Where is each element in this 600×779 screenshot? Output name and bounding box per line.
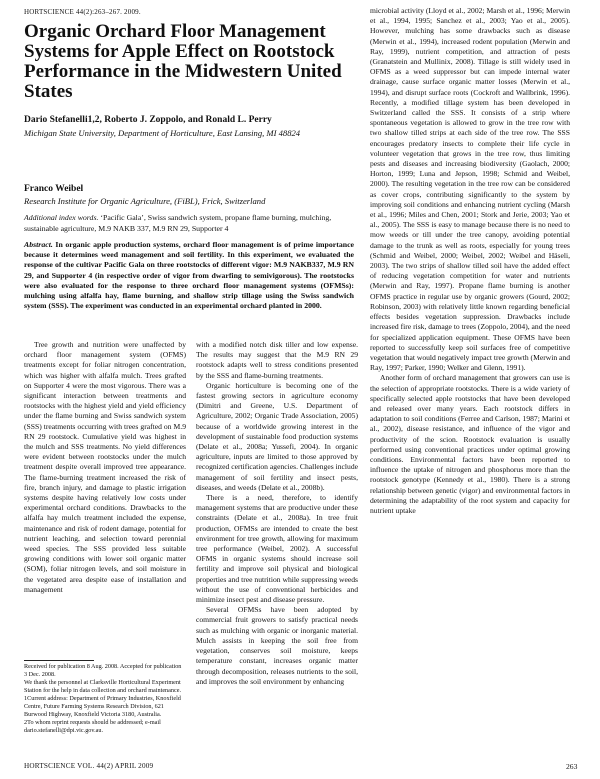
body-column-1	[24, 340, 186, 595]
abstract	[24, 240, 354, 311]
page-number: 263	[566, 762, 578, 771]
keywords-text: ‘Pacific Gala’, Swiss sandwich system, propane flame burning, mulching, sustainable agriculture, M.9 NAKB 337, M.9 RN 29, Supporter 4	[24, 213, 332, 233]
footnote-1: 1Current address: Department of Primary Industries, Knoxfield Centre, Future Farming Systems Research Division, 621 Burwood Highway, Knoxfield Victoria 3180, Australia.	[24, 695, 181, 718]
article-title: Organic Orchard Floor Management Systems for Apple Effect on Rootstock Performance in the Midwestern United States	[24, 21, 342, 102]
affiliation-fibl: Research Institute for Organic Agriculture, (FiBL), Frick, Switzerland	[24, 196, 266, 206]
abstract-text: In organic apple production systems, orchard floor management is of prime importance because it determines weed management and soil fertility. In this experiment, we evaluated the response of the cultivar Pacific Gala on three rootstocks of different vigor: M.9 NAKB337, M.9 RN 29, and Supporter 4 (in respective order of vigor from dwarfing to semivigorous). The rootstocks were also evaluated for the response to three orchard floor management systems (OFMSs): mulching using alfalfa hay, flame burning, and shallow strip tillage using the Swiss sandwich system (SSS). The experiment was conducted in an experimental orchard planted in 2000.	[24, 240, 354, 311]
paragraph: Tree growth and nutrition were unaffected by orchard floor management system (OFMS) treatments except for foliar nitrogen concentration, which was higher with alfalfa mulch. Trees grafted on Supporter 4 were the most vigorous. There was a significant interaction between treatments and rootstocks with the highest yield and yield efficiency under the flame burning and Swiss sandwich system (SSS) treatments occurring with trees grafted on M.9 RN 29 rootstock. Cumulative yield was highest in the mulch and SSS treatments. No yield differences were evident between rootstocks under the mulch treatment despite overall improved tree appearance. The flame-burning treatment increased the risk of fire, branch injury, and damage to plastic irrigation systems despite having relatively low costs under experimental orchard conditions. Drawbacks to the alfalfa hay mulch treatment included the expense, maintenance and risk of rodent damage, potential for nutrient leaching, and selection toward perennial weed species. The SSS provided less suitable growing conditions with lower soil organic matter (SOM), foliar nitrogen levels, and soil moisture in the vegetated area despite ease of installation and management	[24, 340, 186, 594]
body-column-3	[370, 6, 570, 516]
paragraph: microbial activity (Lloyd et al., 2002; Marsh et al., 1996; Merwin et al., 1994, 1995; Sanchez et al., 2003; Yao et al., 2005). However, mulching has some drawbacks such as disease (Merwin et al., 1994), increased rodent population (Merwin and Ray, 1999), nutrient competition, and attraction of pests (Granatstein and Mullinix, 2008). Tillage is still widely used in OFMS as a weed suppressor but can impede internal water drainage, cause surface organic matter losses (Merwin et al., 1994), and disrupt surface roots (Cockroft and Wallbrink, 1996). Recently, a modified tillage system has been developed in Switzerland called the SSS. It consists of a strip where spontaneous vegetation is allowed to grow in the tree row with two shallow tilled strips at each side of the tree row. The SSS encourages predatory insects to complete their life cycle in volunteer vegetation that grows in the tree row, thus limiting pests and diseases and increasing biodiversity (Gaolach, 2000; Horton, 1999; Luna and Jepson, 1998; Schmid and Weibel, 2000). The resulting vegetation in the tree row can be considered as cover crops, contributing significantly to the system by improving soil conditions and enhancing nutrient cycling (Marsh et al., 1996; Miles and Chen, 2001; Stork and Jerie, 2003; Yao et al., 2005). The SSS is easy to manage because there is no need to mow weeds or till under the tree canopy, avoiding potential damage to the trunk as well as roots, especially for young trees (Schmid and Weibel, 2000; Weibel, 2002; Weibel and Häseli, 2003). The two strips of shallow tilled soil have the added effect of reducing vegetation competition for water and nutrients (Merwin and Ray, 1997). Propane flame burning is another OFMS practice in regular use by organic growers (Gourd, 2002; Robinson, 2003) with relatively little known regarding beneficial effects besides vegetation suppression. Drawbacks include increased fire risk, damage to trees (Zoppolo, 2004), and the need for specialized application equipment. These OFMS have been reported to successfully keep soil surfaces free of competitive vegetation that would negatively impact tree growth (Merwin and Ray, 1997; Parker, 1990; Welker and Glenn, 1991).	[370, 6, 570, 373]
footnotes	[24, 663, 186, 735]
footnote-2: 2To whom reprint requests should be addressed; e-mail dario.stefanelli@dpi.vic.gov.au.	[24, 719, 161, 734]
author-list: Dario Stefanelli1,2, Roberto J. Zoppolo, and Ronald L. Perry	[24, 115, 272, 125]
affiliation-msu: Michigan State University, Department of Horticulture, East Lansing, MI 48824	[24, 128, 301, 138]
paragraph: Organic horticulture is becoming one of the fastest growing sectors in agriculture economy (Dimitri and Greene, U.S. Department of Agriculture, 2002; Organic Trade Association, 2005) because of a worldwide growing interest in the development of sustainable food production systems (Delate et al., 2008a; Yussefi, 2004). In organic agriculture, inputs are limited to those approved by recognized certification agencies. Challenges include management of soil fertility and insect pests, diseases, and weeds (Delate et al., 2008b).	[196, 380, 358, 492]
footnote-thanks: We thank the personnel at Clarksville Horticultural Experiment Station for the help in data collection and orchard maintenance.	[24, 679, 182, 694]
footnote-divider	[24, 660, 94, 661]
index-words	[24, 212, 354, 234]
body-column-2	[196, 340, 358, 687]
footnote-received: Received for publication 8 Aug. 2008. Accepted for publication 3 Dec. 2008.	[24, 663, 182, 678]
journal-footer: HORTSCIENCE VOL. 44(2) APRIL 2009	[24, 762, 154, 770]
paragraph: There is a need, therefore, to identify management systems that are productive under these constraints (Delate et al., 2008a). In tree fruit production, OFMSs are intended to create the best environment for tree growth, allowing for maximum tree performance (Weibel, 2002). A successful OFMS in organic systems should increase soil fertility and improve soil physical and biological properties and tree nutrition while suppressing weeds without the use of conventional herbicides and minimize insect pest and disease pressure.	[196, 493, 358, 605]
paragraph: with a modified notch disk tiller and low expense. The results may suggest that the M.9 RN 29 rootstock adapts well to stress conditions presented by the SSS and flame-burning treatments.	[196, 340, 358, 380]
journal-header: HORTSCIENCE 44(2):263–267. 2009.	[24, 8, 141, 16]
abstract-label: Abstract.	[24, 240, 53, 249]
author-weibel: Franco Weibel	[24, 184, 84, 194]
paragraph: Another form of orchard management that growers can use is the selection of appropriate rootstocks. There is a wide variety of specifically selected apple rootstocks that have been developed and released over many years. Each rootstock differs in adaptation to soil conditions (Ferree and Carlson, 1987; Marini et al., 2002), disease resistance, and influence of the vigor and productivity of the scion. Rootstock evaluation is usually performed using conventional practices under optimal growing conditions. Environmental factors have been reported to influence the uptake of nitrogen and phosphorus more than the rootstock genotype (Kennedy et al., 1980). There is a strong relationship between genetic (vigor) and environmental factors in determining the adaptability of the root system and capacity for nutrient uptake	[370, 373, 570, 515]
keywords-label: Additional index words.	[24, 213, 99, 222]
paragraph: Several OFMSs have been adopted by commercial fruit growers to satisfy practical needs such as mulching with organic or inorganic material. Mulch assists in keeping the soil free from vegetation, conserves soil moisture, keeps temperature constant, increases organic matter through decomposition, releases nutrients to the soil, and improves the soil environment by enhancing	[196, 605, 358, 686]
